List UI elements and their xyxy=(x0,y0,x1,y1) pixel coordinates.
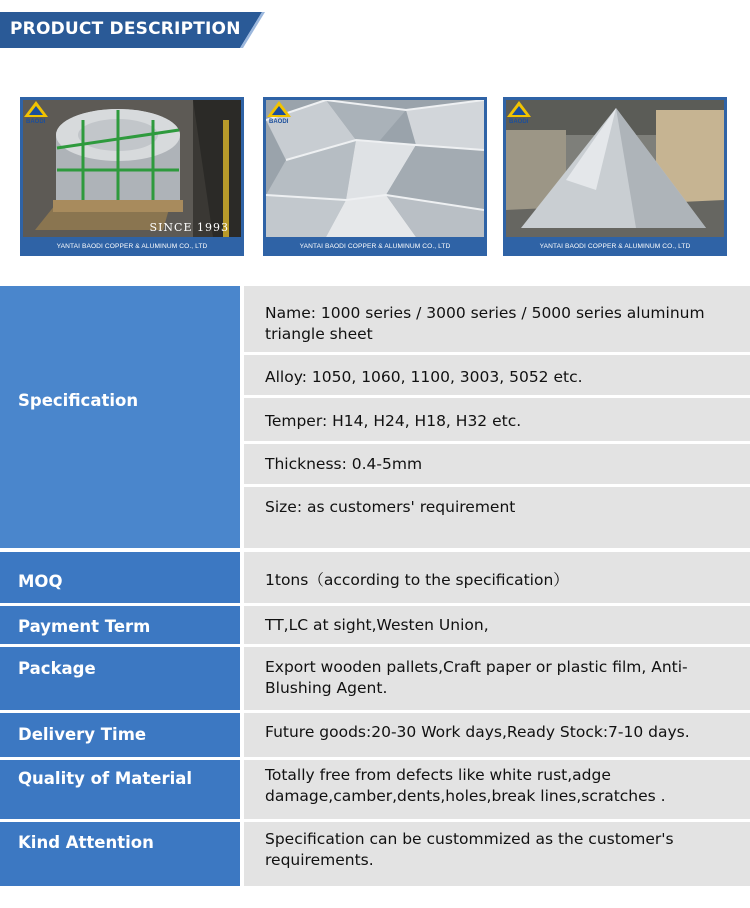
spec-name-cell: Name: 1000 series / 3000 series / 5000 series aluminum triangle sheet xyxy=(244,286,750,352)
since-watermark: SINCE 1993 xyxy=(149,221,229,234)
photo-scene-triangle-stack xyxy=(266,100,484,237)
spec-size-cell: Size: as customers' requirement xyxy=(244,487,750,548)
photo-caption: YANTAI BAODI COPPER & ALUMINUM CO., LTD xyxy=(539,243,691,250)
photo-scene-coils xyxy=(23,100,241,237)
product-photo-pallet xyxy=(20,97,244,256)
label-quality-of-material: Quality of Material xyxy=(0,760,240,819)
value-quality-of-material: Totally free from defects like white rust,adge damage,camber,dents,holes,break lines,scratches . xyxy=(244,760,750,819)
spec-temper-cell: Temper: H14, H24, H18, H32 etc. xyxy=(244,398,750,441)
value-moq: 1tons（according to the specification） xyxy=(244,552,750,603)
product-photo-triangle-sheet xyxy=(503,97,727,256)
photo-caption: YANTAI BAODI COPPER & ALUMINUM CO., LTD xyxy=(56,243,208,250)
baodi-logo: BAODI xyxy=(267,101,291,125)
spec-thickness-cell: Thickness: 0.4-5mm xyxy=(244,444,750,484)
value-package: Export wooden pallets,Craft paper or plastic film, Anti-Blushing Agent. xyxy=(244,647,750,710)
section-banner xyxy=(0,12,265,48)
label-kind-attention: Kind Attention xyxy=(0,822,240,886)
banner-title: PRODUCT DESCRIPTION xyxy=(10,19,241,39)
product-photo-triangles xyxy=(263,97,487,256)
value-payment-term: TT,LC at sight,Westen Union, xyxy=(244,606,750,644)
label-delivery-time: Delivery Time xyxy=(0,713,240,757)
spec-alloy-cell: Alloy: 1050, 1060, 1100, 3003, 5052 etc. xyxy=(244,355,750,395)
photo-caption: YANTAI BAODI COPPER & ALUMINUM CO., LTD xyxy=(299,243,451,250)
label-moq: MOQ xyxy=(0,552,240,603)
baodi-logo: BAODI xyxy=(24,101,48,125)
label-specification: Specification xyxy=(0,286,240,548)
label-payment-term: Payment Term xyxy=(0,606,240,644)
photo-scene-warehouse-triangle xyxy=(506,100,724,237)
value-kind-attention: Specification can be custommized as the customer's requirements. xyxy=(244,822,750,886)
value-delivery-time: Future goods:20-30 Work days,Ready Stock:7-10 days. xyxy=(244,713,750,757)
baodi-logo: BAODI xyxy=(507,101,531,125)
label-package: Package xyxy=(0,647,240,710)
